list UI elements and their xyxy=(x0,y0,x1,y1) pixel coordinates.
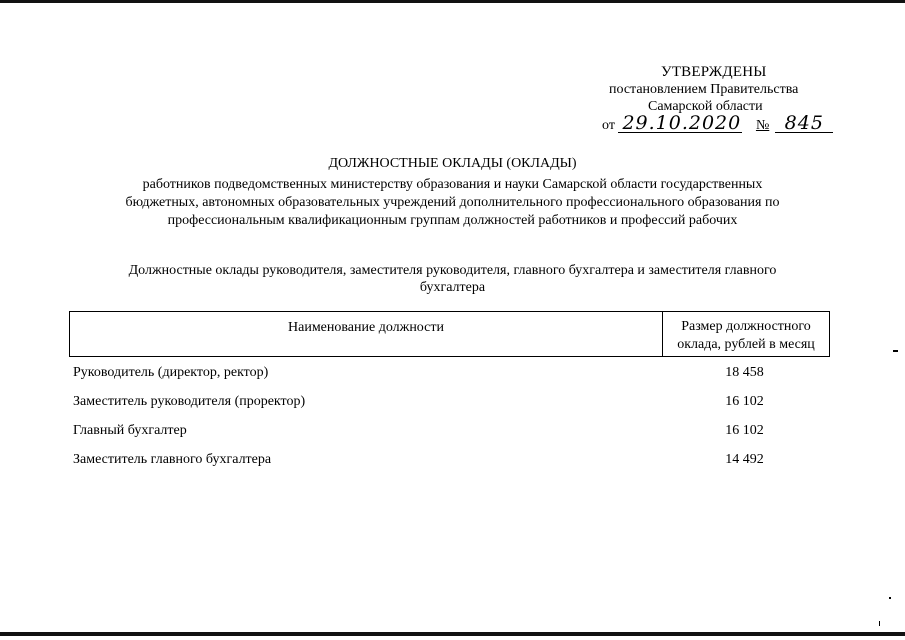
header-salary-size xyxy=(662,312,829,356)
scan-speck xyxy=(879,621,880,626)
section-title-line: бухгалтера xyxy=(419,280,486,295)
approval-by: постановлением Правительства xyxy=(609,82,799,97)
document-title: ДОЛЖНОСТНЫЕ ОКЛАДЫ (ОКЛАДЫ) xyxy=(328,156,577,171)
salary-value: 14 492 xyxy=(725,452,764,467)
number-sign: № xyxy=(755,118,770,133)
document-subtitle xyxy=(100,176,805,230)
approval-region: Самарской области xyxy=(648,99,763,114)
position-name: Руководитель (директор, ректор) xyxy=(73,365,269,380)
scan-speck xyxy=(893,350,898,352)
handwritten-number: 845 xyxy=(775,114,833,133)
position-name: Заместитель главного бухгалтера xyxy=(73,452,272,467)
date-prefix: от xyxy=(602,118,615,133)
salary-value: 16 102 xyxy=(725,394,764,409)
section-title-line: Должностные оклады руководителя, заместителя руководителя, главного бухгалтера и заместителя главного xyxy=(128,263,777,278)
scan-edge-bottom xyxy=(0,632,905,636)
position-name: Заместитель руководителя (проректор) xyxy=(73,394,306,409)
salary-value: 18 458 xyxy=(725,365,764,380)
handwritten-date: 29.10.2020 xyxy=(618,114,742,133)
subtitle-line: работников подведомственных министерству образования и науки Самарской области государственных xyxy=(142,177,763,192)
salary-table xyxy=(69,311,830,473)
salary-value: 16 102 xyxy=(725,423,764,438)
approval-date-row xyxy=(602,114,833,134)
scan-edge-top xyxy=(0,0,905,3)
subtitle-line: бюджетных, автономных образовательных учреждений дополнительного профессионального образования по xyxy=(125,195,780,210)
table-row xyxy=(69,415,830,444)
table-row xyxy=(69,386,830,415)
approval-title: УТВЕРЖДЕНЫ xyxy=(661,64,767,80)
position-name: Главный бухгалтер xyxy=(73,423,187,438)
header-salary-line: оклада, рублей в месяц xyxy=(677,337,815,352)
table-row xyxy=(69,357,830,386)
section-title xyxy=(90,262,815,296)
subtitle-line: профессиональным квалификационным группам должностей работников и профессий рабочих xyxy=(167,213,738,228)
table-row xyxy=(69,444,830,473)
scan-speck xyxy=(889,597,891,599)
header-salary-line: Размер должностного xyxy=(681,319,811,334)
table-header xyxy=(69,311,830,357)
header-position-name: Наименование должности xyxy=(288,320,444,335)
